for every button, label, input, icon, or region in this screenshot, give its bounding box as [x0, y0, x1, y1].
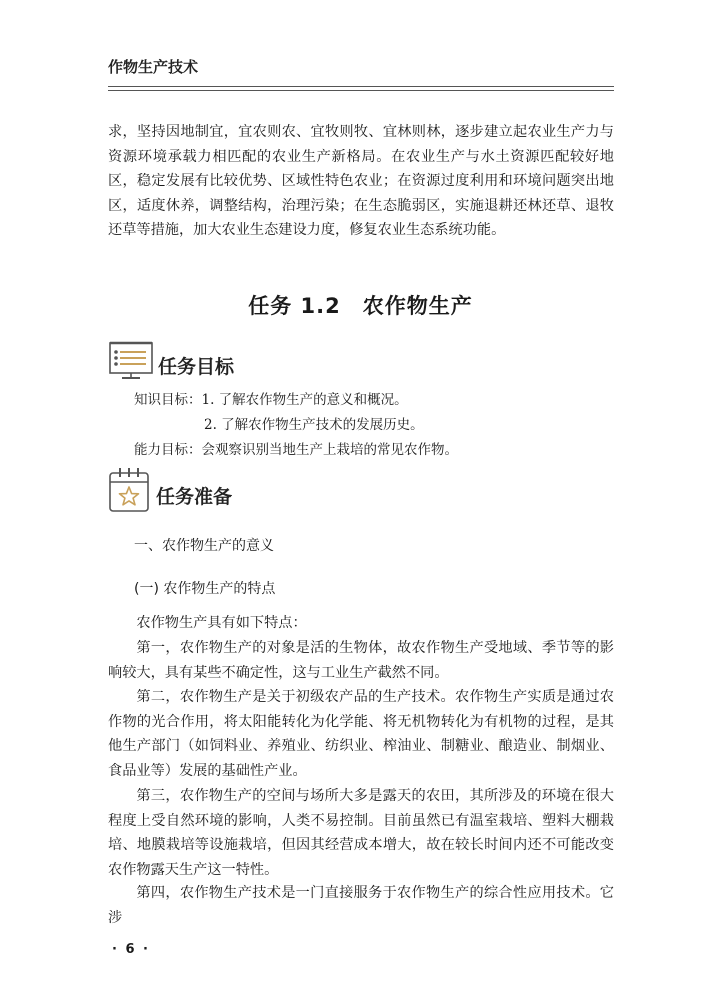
- presentation-board-icon: [108, 340, 154, 382]
- ability-goal-item: 会观察识别当地生产上栽培的常见农作物。: [201, 442, 458, 458]
- paragraph-third: 第三，农作物生产的空间与场所大多是露天的农田，其所涉及的环境在很大程度上受自然环境的影响，人类不易控制。目前虽然已有温室栽培、塑料大棚栽培、地膜栽培等设施栽培，但因其经营成本增大，故在较长时间内还不可能改变农作物露天生产这一特性。: [108, 788, 614, 878]
- subheading-characteristics: (一) 农作物生产的特点: [134, 581, 276, 597]
- intro-paragraph: 求，坚持因地制宜，宜农则农、宜牧则牧、宜林则林，逐步建立起农业生产力与资源环境承载力相匹配的农业生产新格局。在农业生产与水土资源匹配较好地区，稳定发展有比较优势、区域性特色农业；在资源过度利用和环境问题突出地区，适度休养，调整结构，治理污染；在生态脆弱区，实施退耕还林还草、退牧还草等措施，加大农业生态建设力度，修复农业生态系统功能。: [108, 124, 614, 238]
- knowledge-goal-item-2: 2. 了解农作物生产技术的发展历史。: [204, 417, 424, 433]
- paragraph-first: 第一，农作物生产的对象是活的生物体，故农作物生产受地域、季节等的影响较大，具有某些不确定性，这与工业生产截然不同。: [108, 640, 614, 681]
- task-goals-heading: 任务目标: [158, 356, 235, 378]
- section-title: 任务 1.2 农作物生产: [248, 294, 473, 318]
- ability-goal-label: 能力目标：: [134, 442, 202, 458]
- ability-goal: [134, 440, 458, 460]
- knowledge-goal-item-1: 1. 了解农作物生产的意义和概况。: [201, 392, 408, 408]
- header-rule-top: [108, 86, 614, 87]
- running-header: 作物生产技术: [108, 58, 199, 76]
- paragraph-second: 第二，农作物生产是关于初级农产品的生产技术。农作物生产实质是通过农作物的光合作用，将太阳能转化为化学能、将无机物转化为有机物的过程，是其他生产部门（如饲料业、养殖业、纺织业、榨油业、制糖业、酿造业、制烟业、食品业等）发展的基础性产业。: [108, 689, 614, 779]
- knowledge-goal-label: 知识目标：: [134, 392, 202, 408]
- paragraph-fourth: 第四，农作物生产技术是一门直接服务于农作物生产的综合性应用技术。它涉: [108, 885, 614, 926]
- header-rule-bottom: [108, 90, 614, 91]
- task-prep-heading: 任务准备: [156, 486, 233, 508]
- subheading-significance: 一、农作物生产的意义: [134, 538, 274, 554]
- page-number: · 6 ·: [112, 942, 150, 957]
- paragraph-intro: 农作物生产具有如下特点：: [136, 615, 307, 631]
- knowledge-goal-1: [134, 390, 408, 410]
- calendar-star-icon: [108, 466, 150, 514]
